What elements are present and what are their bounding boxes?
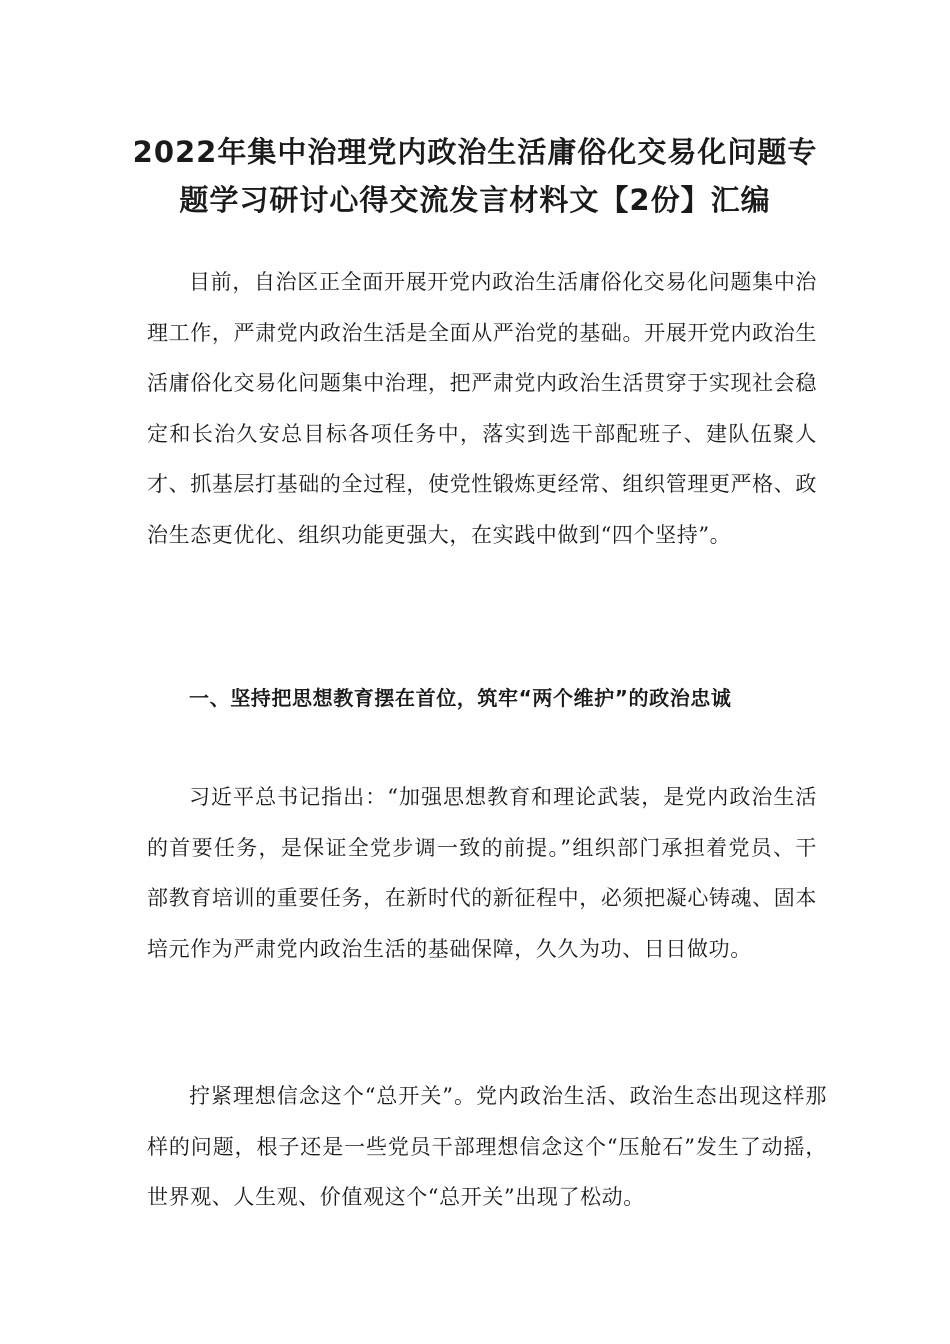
intro-paragraph: 目前，自治区正全面开展开党内政治生活庸俗化交易化问题集中治理工作，严肃党内政治生活是全面从严治党的基础。开展开党内政治生活庸俗化交易化问题集中治理，把严肃党内政治生活贯穿于实现社会稳定和长治久安总目标各项任务中，落实到选干部配班子、建队伍聚人才、抓基层打基础的全过程，使党性锻炼更经常、组织管理更严格、政治生态更优化、组织功能更强大，在实践中做到“四个坚持”。 <box>147 270 817 547</box>
body-paragraph: 习近平总书记指出：“加强思想教育和理论武装，是党内政治生活的首要任务，是保证全党步调一致的前提。”组织部门承担着党员、干部教育培训的重要任务，在新时代的新征程中，必须把凝心铸魂、固本培元作为严肃党内政治生活的基础保障，久久为功、日日做功。 <box>147 785 817 961</box>
body-paragraph: 拧紧理想信念这个“总开关”。党内政治生活、政治生态出现这样那样的问题，根子还是一些党员干部理想信念这个“压舱石”发生了动摇，世界观、人生观、价值观这个“总开关”出现了松动。 <box>147 1084 827 1209</box>
section-heading: 一、坚持把思想教育摆在首位，筑牢“两个维护”的政治忠诚 <box>189 686 732 710</box>
document-title: 2022年集中治理党内政治生活庸俗化交易化问题专题学习研讨心得交流发言材料文【2份】汇编 <box>132 135 818 217</box>
